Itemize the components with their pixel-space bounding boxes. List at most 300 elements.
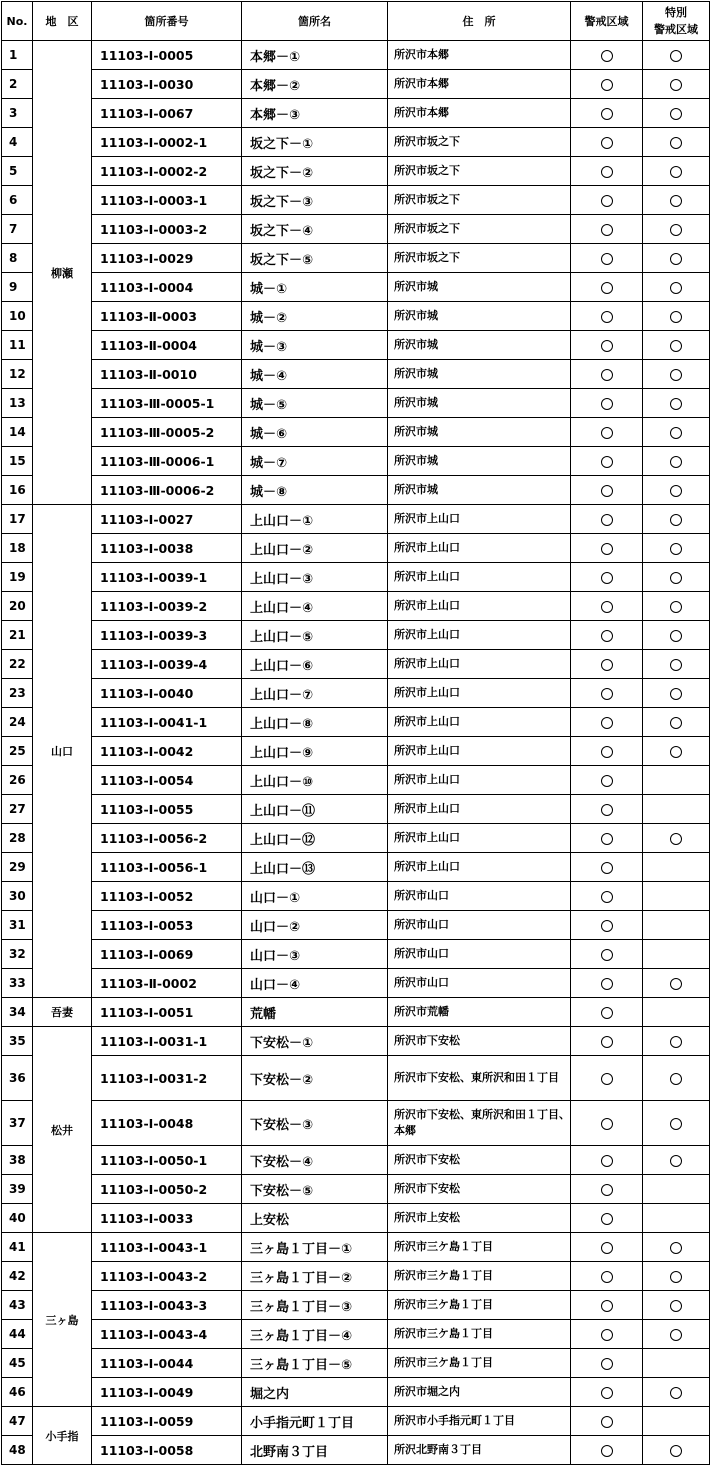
cell-address: 所沢市三ケ島１丁目 (388, 1233, 571, 1262)
cell-no: 32 (2, 940, 33, 969)
cell-code: 11103-Ⅰ-0054 (92, 766, 242, 795)
circle-mark-icon (601, 833, 613, 845)
cell-code: 11103-Ⅰ-0043-1 (92, 1233, 242, 1262)
cell-no: 10 (2, 302, 33, 331)
table-row (2, 795, 710, 824)
circle-mark-icon (670, 630, 682, 642)
cell-code: 11103-Ⅲ-0006-1 (92, 447, 242, 476)
cell-address: 所沢市三ケ島１丁目 (388, 1262, 571, 1291)
cell-special-warning (643, 331, 710, 360)
cell-warning (571, 1262, 643, 1291)
table-row (2, 882, 710, 911)
cell-no: 22 (2, 650, 33, 679)
circle-mark-icon (601, 456, 613, 468)
cell-no: 41 (2, 1233, 33, 1262)
cell-code: 11103-Ⅰ-0051 (92, 998, 242, 1027)
table-row (2, 1204, 710, 1233)
circle-mark-icon (670, 601, 682, 613)
table-row (2, 1291, 710, 1320)
circle-mark-icon (601, 804, 613, 816)
cell-no: 39 (2, 1175, 33, 1204)
cell-address: 所沢市小手指元町１丁目 (388, 1407, 571, 1436)
cell-name: 本郷－③ (242, 99, 388, 128)
cell-warning (571, 447, 643, 476)
table-row (2, 157, 710, 186)
cell-code: 11103-Ⅰ-0050-2 (92, 1175, 242, 1204)
circle-mark-icon (670, 978, 682, 990)
cell-name: 上山口－⑨ (242, 737, 388, 766)
table-row (2, 418, 710, 447)
cell-address: 所沢市坂之下 (388, 157, 571, 186)
circle-mark-icon (601, 1073, 613, 1085)
cell-address: 所沢市本郷 (388, 41, 571, 70)
table-row (2, 1349, 710, 1378)
cell-warning (571, 534, 643, 563)
circle-mark-icon (670, 717, 682, 729)
cell-name: 坂之下－② (242, 157, 388, 186)
cell-no: 38 (2, 1146, 33, 1175)
circle-mark-icon (601, 978, 613, 990)
cell-special-warning (643, 1233, 710, 1262)
cell-no: 19 (2, 563, 33, 592)
circle-mark-icon (601, 195, 613, 207)
cell-area: 山口 (33, 505, 92, 998)
circle-mark-icon (601, 862, 613, 874)
circle-mark-icon (670, 572, 682, 584)
circle-mark-icon (601, 398, 613, 410)
circle-mark-icon (601, 311, 613, 323)
cell-special-warning (643, 215, 710, 244)
cell-code: 11103-Ⅲ-0006-2 (92, 476, 242, 505)
circle-mark-icon (601, 340, 613, 352)
cell-code: 11103-Ⅰ-0053 (92, 911, 242, 940)
table-row (2, 563, 710, 592)
circle-mark-icon (670, 833, 682, 845)
cell-code: 11103-Ⅱ-0004 (92, 331, 242, 360)
cell-warning (571, 940, 643, 969)
cell-special-warning (643, 650, 710, 679)
cell-special-warning (643, 1101, 710, 1146)
cell-code: 11103-Ⅰ-0027 (92, 505, 242, 534)
header-warning: 警戒区域 (571, 2, 643, 41)
circle-mark-icon (670, 1118, 682, 1130)
table-row (2, 853, 710, 882)
cell-no: 26 (2, 766, 33, 795)
cell-special-warning (643, 766, 710, 795)
cell-address: 所沢市三ケ島１丁目 (388, 1291, 571, 1320)
cell-special-warning (643, 679, 710, 708)
header-name: 箇所名 (242, 2, 388, 41)
cell-warning (571, 911, 643, 940)
cell-warning (571, 592, 643, 621)
header-row (2, 2, 710, 41)
cell-name: 城－④ (242, 360, 388, 389)
cell-special-warning (643, 70, 710, 99)
cell-special-warning (643, 41, 710, 70)
circle-mark-icon (601, 1155, 613, 1167)
cell-code: 11103-Ⅰ-0043-2 (92, 1262, 242, 1291)
cell-warning (571, 1146, 643, 1175)
cell-address: 所沢市城 (388, 302, 571, 331)
cell-area: 三ヶ島 (33, 1233, 92, 1407)
cell-no: 37 (2, 1101, 33, 1146)
cell-name: 城－⑦ (242, 447, 388, 476)
circle-mark-icon (670, 1329, 682, 1341)
table-body (2, 41, 710, 1465)
table-row (2, 1436, 710, 1465)
cell-no: 33 (2, 969, 33, 998)
cell-special-warning (643, 447, 710, 476)
cell-no: 44 (2, 1320, 33, 1349)
cell-no: 9 (2, 273, 33, 302)
table-row (2, 940, 710, 969)
header-area: 地 区 (33, 2, 92, 41)
cell-address: 所沢市城 (388, 360, 571, 389)
cell-warning (571, 1407, 643, 1436)
cell-address: 所沢市上山口 (388, 621, 571, 650)
cell-warning (571, 650, 643, 679)
table-row (2, 592, 710, 621)
cell-special-warning (643, 1349, 710, 1378)
cell-warning (571, 708, 643, 737)
circle-mark-icon (601, 601, 613, 613)
cell-special-warning (643, 795, 710, 824)
cell-special-warning (643, 418, 710, 447)
cell-address: 所沢市山口 (388, 882, 571, 911)
cell-address: 所沢市上山口 (388, 592, 571, 621)
cell-name: 荒幡 (242, 998, 388, 1027)
circle-mark-icon (670, 137, 682, 149)
circle-mark-icon (601, 485, 613, 497)
cell-address: 所沢市上山口 (388, 853, 571, 882)
circle-mark-icon (601, 79, 613, 91)
cell-name: 上山口－⑬ (242, 853, 388, 882)
cell-name: 上山口－⑥ (242, 650, 388, 679)
table-row (2, 1175, 710, 1204)
cell-name: 下安松－③ (242, 1101, 388, 1146)
circle-mark-icon (670, 427, 682, 439)
cell-area: 柳瀬 (33, 41, 92, 505)
cell-warning (571, 99, 643, 128)
cell-name: 小手指元町１丁目 (242, 1407, 388, 1436)
circle-mark-icon (601, 717, 613, 729)
table-row (2, 708, 710, 737)
cell-no: 29 (2, 853, 33, 882)
cell-no: 42 (2, 1262, 33, 1291)
cell-special-warning (643, 911, 710, 940)
cell-address: 所沢市下安松 (388, 1175, 571, 1204)
table-row (2, 766, 710, 795)
cell-no: 5 (2, 157, 33, 186)
cell-code: 11103-Ⅰ-0031-2 (92, 1056, 242, 1101)
cell-no: 25 (2, 737, 33, 766)
cell-special-warning (643, 1436, 710, 1465)
circle-mark-icon (670, 50, 682, 62)
cell-no: 8 (2, 244, 33, 273)
cell-address: 所沢市山口 (388, 940, 571, 969)
cell-special-warning (643, 998, 710, 1027)
circle-mark-icon (670, 340, 682, 352)
header-code: 箇所番号 (92, 2, 242, 41)
circle-mark-icon (670, 166, 682, 178)
table-row (2, 969, 710, 998)
cell-warning (571, 563, 643, 592)
cell-no: 23 (2, 679, 33, 708)
cell-code: 11103-Ⅰ-0041-1 (92, 708, 242, 737)
cell-warning (571, 998, 643, 1027)
cell-warning (571, 389, 643, 418)
table-row (2, 911, 710, 940)
cell-address: 所沢市城 (388, 476, 571, 505)
cell-name: 城－① (242, 273, 388, 302)
cell-no: 20 (2, 592, 33, 621)
warning-area-table (1, 1, 710, 1465)
circle-mark-icon (670, 1242, 682, 1254)
cell-warning (571, 1291, 643, 1320)
table-row (2, 505, 710, 534)
cell-warning (571, 621, 643, 650)
cell-warning (571, 766, 643, 795)
cell-address: 所沢市山口 (388, 969, 571, 998)
circle-mark-icon (670, 195, 682, 207)
circle-mark-icon (670, 456, 682, 468)
cell-warning (571, 1204, 643, 1233)
cell-address: 所沢市上山口 (388, 563, 571, 592)
cell-name: 下安松－② (242, 1056, 388, 1101)
circle-mark-icon (601, 1242, 613, 1254)
cell-no: 36 (2, 1056, 33, 1101)
cell-name: 三ヶ島１丁目－① (242, 1233, 388, 1262)
cell-name: 上山口－③ (242, 563, 388, 592)
circle-mark-icon (670, 1073, 682, 1085)
cell-special-warning (643, 302, 710, 331)
cell-special-warning (643, 1378, 710, 1407)
cell-special-warning (643, 1320, 710, 1349)
cell-no: 27 (2, 795, 33, 824)
circle-mark-icon (670, 224, 682, 236)
circle-mark-icon (601, 1213, 613, 1225)
cell-special-warning (643, 1291, 710, 1320)
cell-address: 所沢市上山口 (388, 505, 571, 534)
cell-address: 所沢市上山口 (388, 708, 571, 737)
cell-name: 山口－③ (242, 940, 388, 969)
cell-warning (571, 882, 643, 911)
cell-address: 所沢市三ケ島１丁目 (388, 1320, 571, 1349)
table-row (2, 1233, 710, 1262)
cell-address: 所沢市上山口 (388, 737, 571, 766)
cell-code: 11103-Ⅰ-0056-1 (92, 853, 242, 882)
cell-warning (571, 824, 643, 853)
cell-area: 吾妻 (33, 998, 92, 1027)
cell-special-warning (643, 882, 710, 911)
circle-mark-icon (601, 1387, 613, 1399)
circle-mark-icon (601, 108, 613, 120)
cell-warning (571, 1378, 643, 1407)
cell-name: 上山口－⑪ (242, 795, 388, 824)
circle-mark-icon (670, 1445, 682, 1457)
cell-code: 11103-Ⅰ-0039-2 (92, 592, 242, 621)
cell-code: 11103-Ⅰ-0038 (92, 534, 242, 563)
cell-warning (571, 476, 643, 505)
circle-mark-icon (670, 79, 682, 91)
cell-code: 11103-Ⅰ-0052 (92, 882, 242, 911)
cell-area: 松井 (33, 1027, 92, 1233)
cell-special-warning (643, 737, 710, 766)
circle-mark-icon (601, 572, 613, 584)
cell-code: 11103-Ⅰ-0043-4 (92, 1320, 242, 1349)
cell-special-warning (643, 1056, 710, 1101)
cell-warning (571, 679, 643, 708)
cell-no: 48 (2, 1436, 33, 1465)
cell-no: 46 (2, 1378, 33, 1407)
cell-name: 下安松－④ (242, 1146, 388, 1175)
cell-special-warning (643, 1175, 710, 1204)
cell-special-warning (643, 708, 710, 737)
cell-name: 城－② (242, 302, 388, 331)
cell-address: 所沢市城 (388, 389, 571, 418)
header-address: 住 所 (388, 2, 571, 41)
circle-mark-icon (670, 1387, 682, 1399)
cell-warning (571, 41, 643, 70)
cell-warning (571, 273, 643, 302)
cell-address: 所沢市城 (388, 331, 571, 360)
cell-warning (571, 244, 643, 273)
cell-warning (571, 505, 643, 534)
cell-no: 43 (2, 1291, 33, 1320)
table-row (2, 1146, 710, 1175)
cell-warning (571, 302, 643, 331)
cell-special-warning (643, 505, 710, 534)
cell-name: 城－⑥ (242, 418, 388, 447)
cell-no: 35 (2, 1027, 33, 1056)
cell-special-warning (643, 360, 710, 389)
table-row (2, 1027, 710, 1056)
cell-code: 11103-Ⅰ-0056-2 (92, 824, 242, 853)
cell-special-warning (643, 157, 710, 186)
cell-special-warning (643, 186, 710, 215)
cell-code: 11103-Ⅰ-0003-1 (92, 186, 242, 215)
circle-mark-icon (670, 1271, 682, 1283)
circle-mark-icon (670, 108, 682, 120)
cell-name: 本郷－② (242, 70, 388, 99)
table-row (2, 360, 710, 389)
circle-mark-icon (601, 746, 613, 758)
cell-special-warning (643, 592, 710, 621)
cell-name: 三ヶ島１丁目－② (242, 1262, 388, 1291)
cell-code: 11103-Ⅰ-0042 (92, 737, 242, 766)
cell-no: 28 (2, 824, 33, 853)
cell-code: 11103-Ⅰ-0002-1 (92, 128, 242, 157)
circle-mark-icon (601, 1271, 613, 1283)
cell-special-warning (643, 128, 710, 157)
circle-mark-icon (670, 1036, 682, 1048)
cell-name: 下安松－⑤ (242, 1175, 388, 1204)
cell-name: 堀之内 (242, 1378, 388, 1407)
circle-mark-icon (601, 659, 613, 671)
cell-warning (571, 70, 643, 99)
table-row (2, 70, 710, 99)
header-special-line1: 特別 (665, 6, 687, 19)
circle-mark-icon (601, 253, 613, 265)
cell-warning (571, 1320, 643, 1349)
cell-warning (571, 1027, 643, 1056)
cell-address: 所沢市坂之下 (388, 186, 571, 215)
cell-address: 所沢市本郷 (388, 99, 571, 128)
cell-warning (571, 331, 643, 360)
table-row (2, 650, 710, 679)
circle-mark-icon (601, 949, 613, 961)
header-no: No. (2, 2, 33, 41)
cell-code: 11103-Ⅱ-0010 (92, 360, 242, 389)
table-row (2, 302, 710, 331)
cell-warning (571, 1101, 643, 1146)
cell-code: 11103-Ⅰ-0029 (92, 244, 242, 273)
cell-no: 31 (2, 911, 33, 940)
circle-mark-icon (601, 1118, 613, 1130)
cell-address: 所沢市上山口 (388, 534, 571, 563)
cell-code: 11103-Ⅰ-0039-4 (92, 650, 242, 679)
cell-no: 2 (2, 70, 33, 99)
cell-area: 小手指 (33, 1407, 92, 1465)
table-row (2, 447, 710, 476)
circle-mark-icon (670, 659, 682, 671)
cell-special-warning (643, 1027, 710, 1056)
cell-no: 34 (2, 998, 33, 1027)
cell-warning (571, 1056, 643, 1101)
cell-address: 所沢北野南３丁目 (388, 1436, 571, 1465)
cell-code: 11103-Ⅰ-0055 (92, 795, 242, 824)
cell-address: 所沢市山口 (388, 911, 571, 940)
cell-no: 45 (2, 1349, 33, 1378)
circle-mark-icon (601, 920, 613, 932)
circle-mark-icon (670, 311, 682, 323)
header-special-line2: 警戒区域 (654, 23, 698, 36)
cell-no: 14 (2, 418, 33, 447)
circle-mark-icon (670, 398, 682, 410)
cell-name: 上山口－⑤ (242, 621, 388, 650)
cell-no: 4 (2, 128, 33, 157)
circle-mark-icon (601, 137, 613, 149)
table-row (2, 1407, 710, 1436)
cell-warning (571, 215, 643, 244)
circle-mark-icon (601, 514, 613, 526)
cell-no: 12 (2, 360, 33, 389)
table-row (2, 186, 710, 215)
cell-name: 上安松 (242, 1204, 388, 1233)
cell-name: 上山口－⑧ (242, 708, 388, 737)
circle-mark-icon (670, 746, 682, 758)
cell-code: 11103-Ⅰ-0059 (92, 1407, 242, 1436)
cell-warning (571, 1349, 643, 1378)
cell-warning (571, 1233, 643, 1262)
cell-code: 11103-Ⅰ-0031-1 (92, 1027, 242, 1056)
cell-no: 24 (2, 708, 33, 737)
circle-mark-icon (670, 253, 682, 265)
cell-address: 所沢市堀之内 (388, 1378, 571, 1407)
circle-mark-icon (670, 1155, 682, 1167)
circle-mark-icon (670, 369, 682, 381)
cell-address: 所沢市上山口 (388, 824, 571, 853)
table-row (2, 1320, 710, 1349)
cell-warning (571, 1175, 643, 1204)
table-row (2, 737, 710, 766)
cell-name: 城－⑤ (242, 389, 388, 418)
cell-no: 17 (2, 505, 33, 534)
cell-code: 11103-Ⅰ-0044 (92, 1349, 242, 1378)
circle-mark-icon (601, 1036, 613, 1048)
cell-name: 三ヶ島１丁目－⑤ (242, 1349, 388, 1378)
cell-warning (571, 737, 643, 766)
